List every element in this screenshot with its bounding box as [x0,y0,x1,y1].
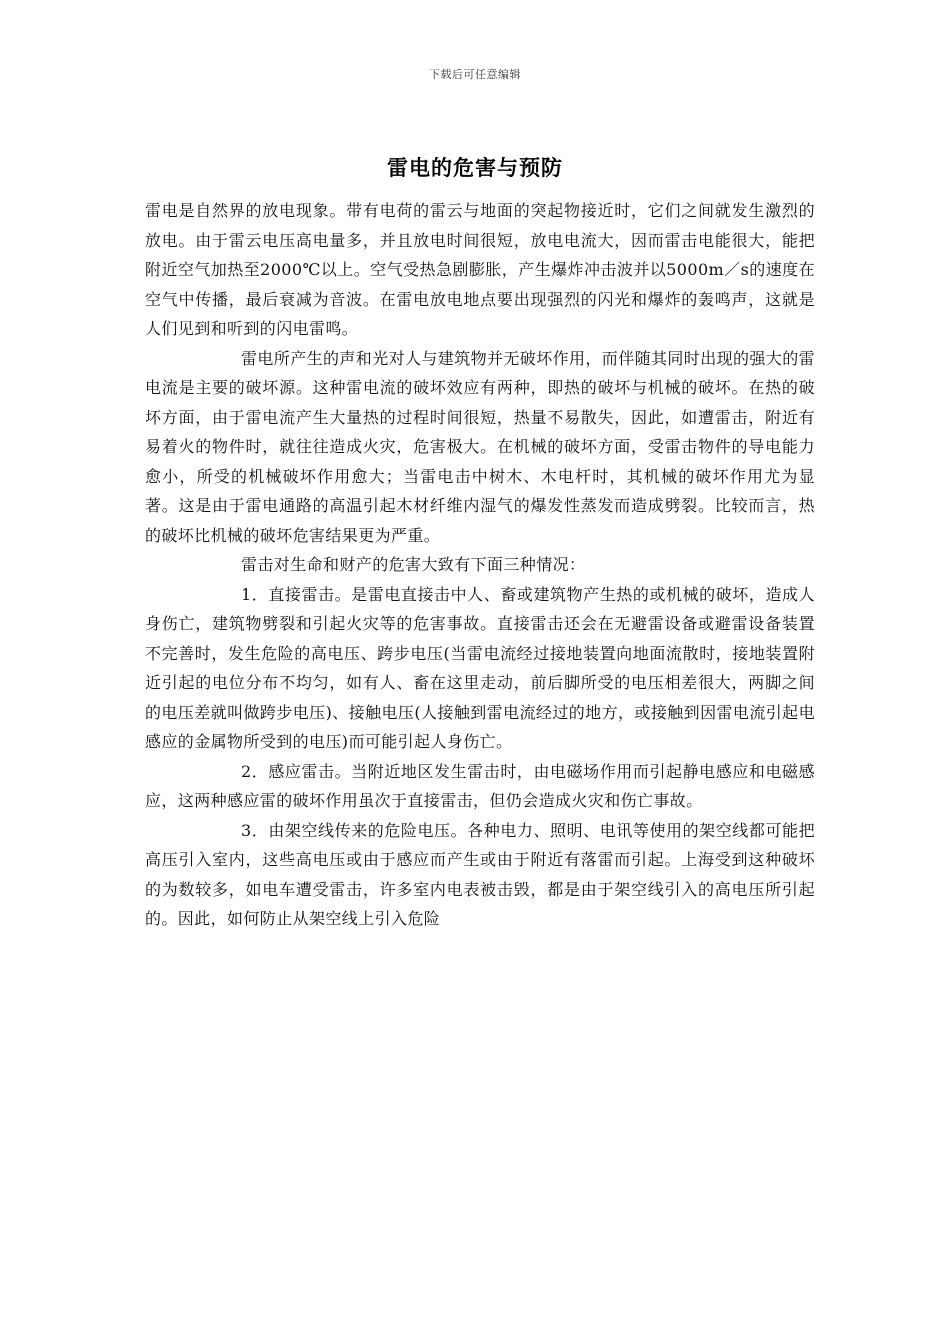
paragraph-overhead-line: 3．由架空线传来的危险电压。各种电力、照明、电讯等使用的架空线都可能把高压引入室内，这些高电压或由于感应而产生或由于附近有落雷而引起。上海受到这种破坏的为数较多，如电车遭受雷击，许多室内电表被击毁，都是由于架空线引入的高电压所引起的。因此，如何防止从架空线上引入危险 [145,820,815,928]
paragraph-intro: 雷电是自然界的放电现象。带有电荷的雷云与地面的突起物接近时，它们之间就发生激烈的放电。由于雷云电压高电量多，并且放电时间很短，放电电流大，因而雷击电能很大，能把附近空气加热至2000℃以上。空气受热急剧膨胀，产生爆炸冲击波并以5000m／s的速度在空气中传播，最后衰减为音波。在雷电放电地点要出现强烈的闪光和爆炸的轰鸣声，这就是人们见到和听到的闪电雷鸣。 [145,201,815,338]
header-note: 下载后可任意编辑 [429,68,521,81]
paragraph-damage-effects: 雷电所产生的声和光对人与建筑物并无破坏作用，而伴随其同时出现的强大的雷电流是主要的破坏源。这种雷电流的破坏效应有两种，即热的破坏与机械的破坏。在热的破坏方面，由于雷电流产生大量热的过程时间很短，热量不易散失，因此，如遭雷击，附近有易着火的物件时，就往往造成火灾，危害极大。在机械的破坏方面，受雷击物件的导电能力愈小，所受的机械破坏作用愈大；当雷电击中树木、木电杆时，其机械的破坏作用尤为显著。这是由于雷电通路的高温引起木材纤维内湿气的爆发性蒸发而造成劈裂。比较而言，热的破坏比机械的破坏危害结果更为严重。 [145,348,816,545]
paragraph-direct-strike: 1．直接雷击。是雷电直接击中人、畜或建筑物产生热的或机械的破坏，造成人身伤亡，建筑物劈裂和引起火灾等的危害事故。直接雷击还会在无避雷设备或避雷设备装置不完善时，发生危险的高电压、跨步电压(当雷电流经过接地装置向地面流散时，接地装置附近引起的电位分布不均匀，如有人、畜在这里走动，前后脚所受的电压相差很大，两脚之间的电压差就叫做跨步电压)、接触电压(人接触到雷电流经过的地方，或接触到因雷电流引起电感应的金属物所受到的电压)而可能引起人身伤亡。 [145,584,815,751]
document-title: 雷电的危害与预防 [387,155,563,180]
paragraph-three-cases: 雷击对生命和财产的危害大致有下面三种情况： [241,555,586,574]
document-body [145,196,815,934]
paragraph-induced-strike: 2．感应雷击。当附近地区发生雷击时，由电磁场作用而引起静电感应和电磁感应，这两种感应雷的破坏作用虽次于直接雷击，但仍会造成火灾和伤亡事故。 [145,761,815,810]
